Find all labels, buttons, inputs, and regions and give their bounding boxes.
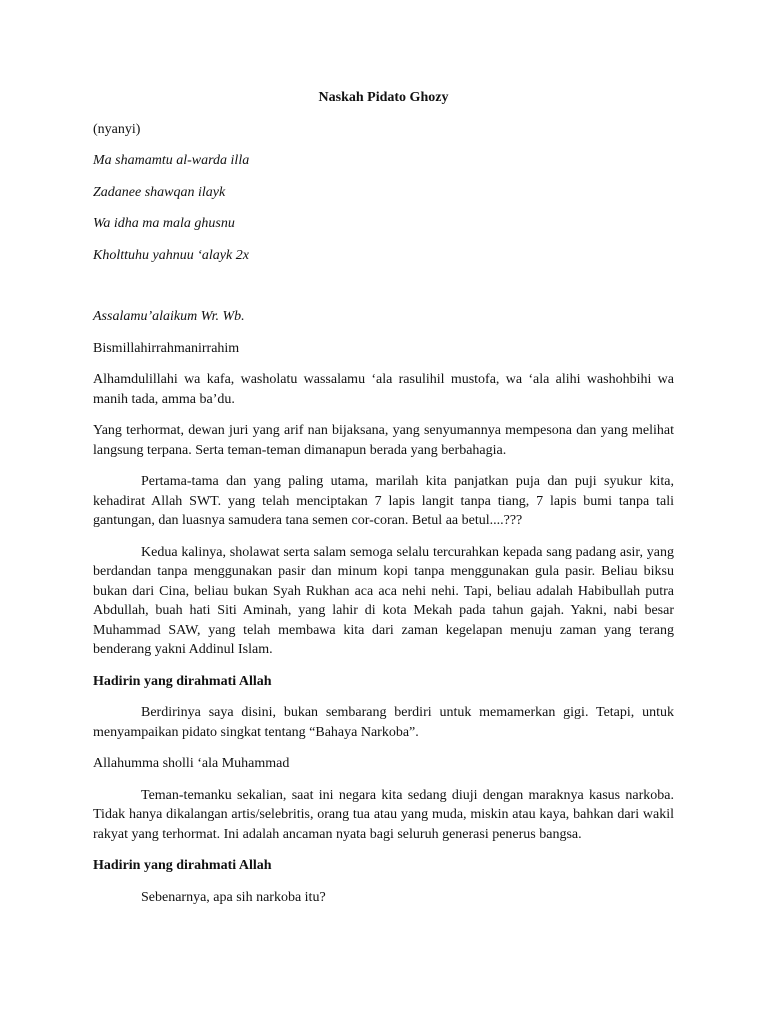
paragraph-purpose: Berdirinya saya disini, bukan sembarang berdiri untuk memamerkan gigi. Tetapi, untuk menyampaikan pidato singkat tentang “Bahaya Narkoba”. (93, 705, 674, 740)
song-line: Wa idha ma mala ghusnu (93, 216, 235, 231)
paragraph-first: Pertama-tama dan yang paling utama, marilah kita panjatkan puja dan puji syukur kita, kehadirat Allah SWT. yang telah menciptakan 7 lapis langit tanpa tiang, 7 lapis bumi tanpa tali gantungan, dan luasnya samudera tana semen cor-coran. Betul aa betul....??? (93, 474, 674, 528)
blank-line (93, 277, 674, 307)
song-line: Zadanee shawqan ilayk (93, 184, 226, 200)
song-line: Kholttuhu yahnuu ‘alayk 2x (93, 247, 249, 263)
document-title: Naskah Pidato Ghozy (318, 90, 449, 105)
paragraph-sholawat: Allahumma sholli ‘ala Muhammad (93, 756, 290, 771)
greeting: Assalamu’alaikum Wr. Wb. (93, 309, 245, 324)
section-heading: Hadirin yang dirahmati Allah (93, 673, 272, 689)
paragraph-opening-praise: Alhamdulillahi wa kafa, washolatu wassalamu ‘ala rasulihil mustofa, wa ‘ala alihi washohbihi wa manih tada, amma ba’du. (93, 372, 674, 407)
paragraph-narkoba-cases: Teman-temanku sekalian, saat ini negara kita sedang diuji dengan maraknya kasus narkoba. Tidak hanya dikalangan artis/selebritis, orang tua atau yang muda, miskin atau kaya, bahkan dari wakil rakyat yang terhormat. Ini adalah ancaman nyata bagi seluruh generasi penerus bangsa. (93, 787, 674, 842)
paragraph-question: Sebenarnya, apa sih narkoba itu? (141, 889, 326, 905)
bismillah: Bismillahirrahmanirrahim (93, 340, 240, 356)
paragraph-second: Kedua kalinya, sholawat serta salam semoga selalu tercurahkan kepada sang padang asir, yang berdandan tanpa menggunakan pasir dan minum kopi tanpa menggunakan gula pasir. Beliau biksu bukan dari Cina, beliau bukan Syah Rukhan aca aca nehi nehi. Tapi, beliau adalah Habibullah putra Abdullah, buah hati Siti Aminah, yang lahir di kota Mekah pada tahun gajah. Yakni, nabi besar Muhammad SAW, yang telah membawa kita dari zaman kegelapan menuju zaman yang terang benderang yakni Addinul Islam. (93, 544, 674, 657)
song-note: (nyanyi) (93, 121, 141, 137)
document-page (93, 88, 674, 919)
section-heading: Hadirin yang dirahmati Allah (93, 858, 272, 873)
paragraph-salutation: Yang terhormat, dewan juri yang arif nan bijaksana, yang senyumannya mempesona dan yang melihat langsung terpana. Serta teman-teman dimanapun berada yang berbahagia. (93, 423, 674, 458)
song-line: Ma shamamtu al-warda illa (93, 153, 250, 168)
